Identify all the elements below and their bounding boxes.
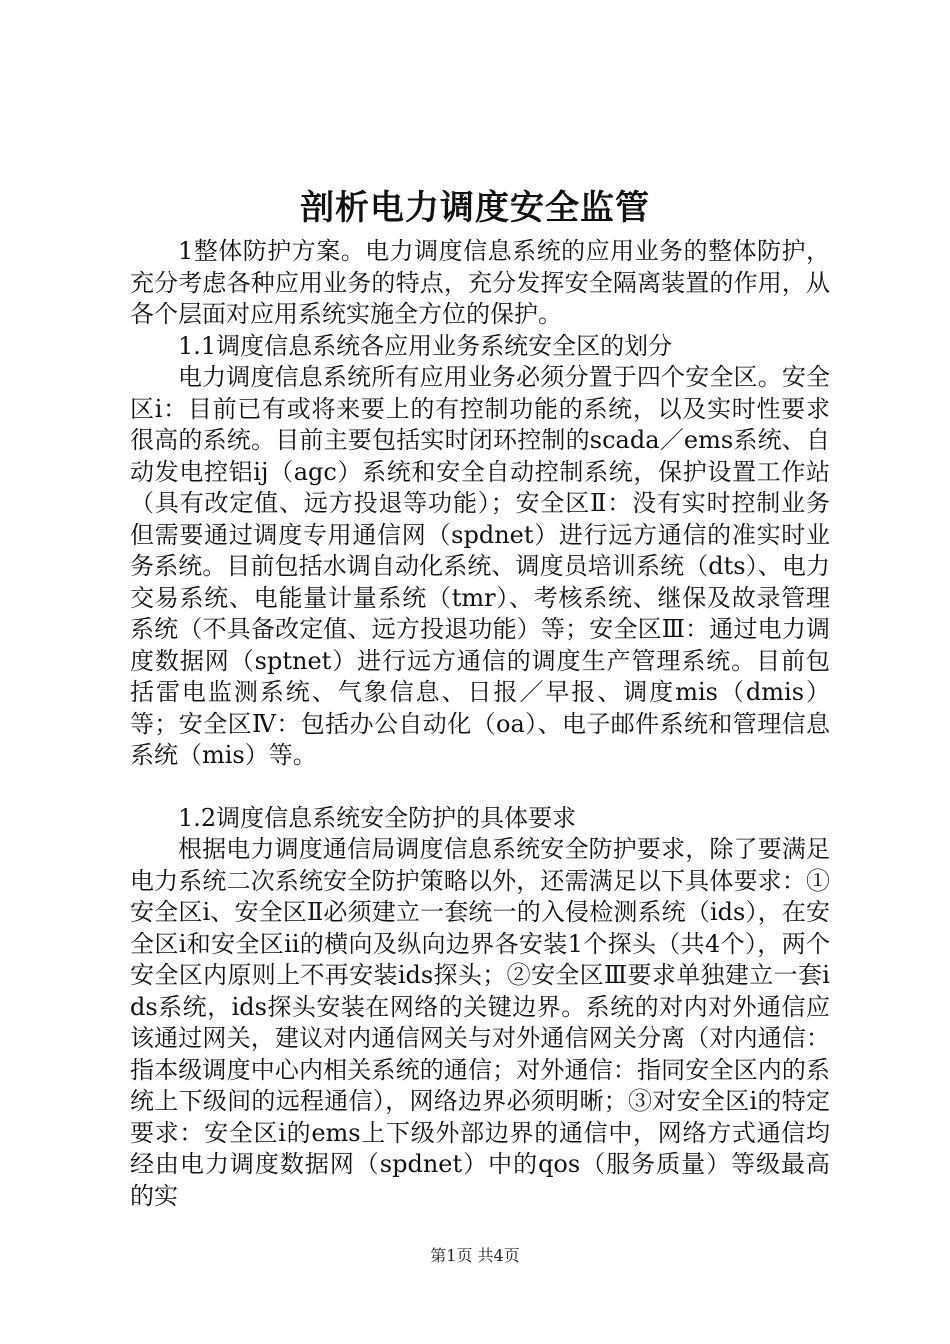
page-footer: 第1页 共4页 [430, 1246, 520, 1265]
paragraph-specific-requirements: 根据电力调度通信局调度信息系统安全防护要求，除了要满足电力系统二次系统安全防护策略以外，还需满足以下具体要求：①安全区ⅰ、安全区Ⅱ必须建立一套统一的入侵检测系统（ids），在安全区ⅰ和安全区ⅱ的横向及纵向边界各安装1个探头（共4个），两个安全区内原则上不再安装ids探头；②安全区Ⅲ要求单独建立一套ids系统，ids探头安装在网络的关键边界。系统的对内对外通信应该通过网关，建议对内通信网关与对外通信网关分离（对内通信：指本级调度中心内相关系统的通信；对外通信：指同安全区内的系统上下级间的远程通信），网络边界必须明晰；③对安全区ⅰ的特定要求：安全区ⅰ的ems上下级外部边界的通信中，网络方式通信均经由电力调度数据网（spdnet）中的qos（服务质量）等级最高的实 [130, 835, 830, 1210]
paragraph-security-zones: 电力调度信息系统所有应用业务必须分置于四个安全区。安全区ⅰ：目前已有或将来要上的有控制功能的系统，以及实时性要求很高的系统。目前主要包括实时闭环控制的scada／ems系统、自动发电控铝ij（agc）系统和安全自动控制系统，保护设置工作站（具有改定值、远方投退等功能）；安全区Ⅱ：没有实时控制业务但需要通过调度专用通信网（spdnet）进行远方通信的准实时业务系统。目前包括水调自动化系统、调度员培训系统（dts）、电力交易系统、电能量计量系统（tmr）、考核系统、继保及故录管理系统（不具备改定值、远方投退功能）等；安全区Ⅲ：通过电力调度数据网（sptnet）进行远方通信的调度生产管理系统。目前包括雷电监测系统、气象信息、日报／早报、调度mis（dmis）等；安全区Ⅳ：包括办公自动化（oa）、电子邮件系统和管理信息系统（mis）等。 [130, 363, 830, 769]
paragraph-overall-protection: 1整体防护方案。电力调度信息系统的应用业务的整体防护，充分考虑各种应用业务的特点，充分发挥安全隔离装置的作用，从各个层面对应用系统实施全方位的保护。 [130, 237, 830, 328]
section-heading-1-1: 1.1调度信息系统各应用业务系统安全区的划分 [178, 331, 673, 360]
document-body [130, 236, 830, 1212]
section-heading-1-2: 1.2调度信息系统安全防护的具体要求 [178, 803, 577, 832]
document-title: 剖析电力调度安全监管 [300, 188, 650, 228]
